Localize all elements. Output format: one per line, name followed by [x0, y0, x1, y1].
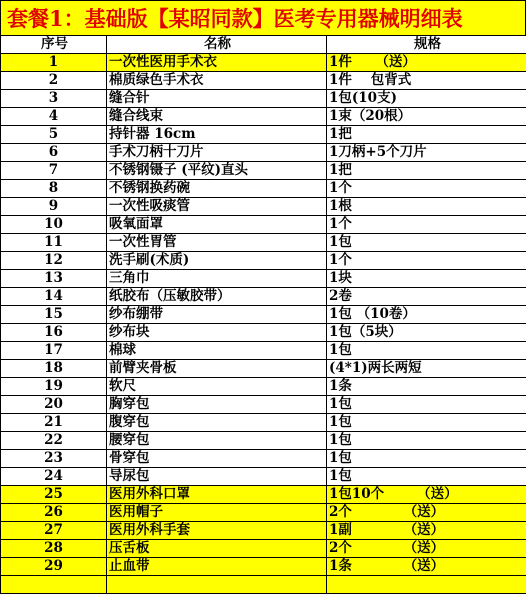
table-row: [1, 450, 526, 468]
row-number: 24: [1, 468, 107, 486]
item-name: 纱布绷带: [107, 306, 327, 324]
table-row: [1, 522, 526, 540]
item-name: 一次性医用手术衣: [107, 54, 327, 72]
row-number: 2: [1, 72, 107, 90]
item-spec: 1包（5块）: [327, 324, 526, 342]
item-name: 胸穿包: [107, 396, 327, 414]
item-spec: 1个: [327, 180, 526, 198]
table-row: [1, 504, 526, 522]
item-name: 软尺: [107, 378, 327, 396]
row-number: 5: [1, 126, 107, 144]
row-number: 8: [1, 180, 107, 198]
item-name: 压舌板: [107, 540, 327, 558]
row-number: 27: [1, 522, 107, 540]
item-name: 纱布块: [107, 324, 327, 342]
table-row: [1, 576, 526, 594]
item-spec: 1包: [327, 342, 526, 360]
table-row: [1, 252, 526, 270]
item-spec: 1副 （送）: [327, 522, 526, 540]
table-row: [1, 396, 526, 414]
table-row: [1, 108, 526, 126]
item-name: 缝合线束: [107, 108, 327, 126]
item-name: 腰穿包: [107, 432, 327, 450]
table-row: [1, 216, 526, 234]
item-spec: 1条: [327, 378, 526, 396]
row-number: 18: [1, 360, 107, 378]
row-number: 28: [1, 540, 107, 558]
table-row: [1, 324, 526, 342]
row-number: 10: [1, 216, 107, 234]
item-spec: 1包: [327, 234, 526, 252]
item-spec: [327, 576, 526, 594]
item-name: 不锈钢换药碗: [107, 180, 327, 198]
table-row: [1, 180, 526, 198]
detail-table: [0, 35, 526, 594]
table-row: [1, 414, 526, 432]
table-row: [1, 288, 526, 306]
row-number: 7: [1, 162, 107, 180]
item-spec: 1个: [327, 216, 526, 234]
header-spec: 规格: [327, 36, 526, 54]
item-name: 洗手刷(术质): [107, 252, 327, 270]
row-number: [1, 576, 107, 594]
table-row: [1, 144, 526, 162]
item-spec: (4*1)两长两短: [327, 360, 526, 378]
row-number: 21: [1, 414, 107, 432]
table-row: [1, 54, 526, 72]
item-spec: 1包(10支): [327, 90, 526, 108]
item-name: 纸胶布（压敏胶带）: [107, 288, 327, 306]
item-spec: 1包 （10卷）: [327, 306, 526, 324]
table-row: [1, 72, 526, 90]
item-name: 止血带: [107, 558, 327, 576]
row-number: 26: [1, 504, 107, 522]
header-row: [1, 36, 526, 54]
row-number: 9: [1, 198, 107, 216]
item-spec: 1条 （送）: [327, 558, 526, 576]
row-number: 3: [1, 90, 107, 108]
item-spec: 1束（20根）: [327, 108, 526, 126]
item-spec: 1根: [327, 198, 526, 216]
item-spec: 1包10个 （送）: [327, 486, 526, 504]
row-number: 14: [1, 288, 107, 306]
table-row: [1, 126, 526, 144]
row-number: 16: [1, 324, 107, 342]
row-number: 1: [1, 54, 107, 72]
item-spec: 1刀柄+5个刀片: [327, 144, 526, 162]
item-name: 一次性胃管: [107, 234, 327, 252]
row-number: 20: [1, 396, 107, 414]
row-number: 22: [1, 432, 107, 450]
table-body: [1, 54, 526, 594]
item-name: 医用外科口罩: [107, 486, 327, 504]
table-row: [1, 198, 526, 216]
table-row: [1, 234, 526, 252]
item-name: 腹穿包: [107, 414, 327, 432]
table-row: [1, 306, 526, 324]
item-spec: 2卷: [327, 288, 526, 306]
item-spec: 1件 （送）: [327, 54, 526, 72]
table-row: [1, 162, 526, 180]
item-spec: 2个 （送）: [327, 504, 526, 522]
row-number: 12: [1, 252, 107, 270]
item-spec: 1包: [327, 450, 526, 468]
item-name: 手术刀柄十刀片: [107, 144, 327, 162]
item-spec: 1包: [327, 432, 526, 450]
table-row: [1, 558, 526, 576]
row-number: 15: [1, 306, 107, 324]
item-spec: 2个 （送）: [327, 540, 526, 558]
item-spec: 1包: [327, 468, 526, 486]
row-number: 13: [1, 270, 107, 288]
item-name: 棉质绿色手术衣: [107, 72, 327, 90]
table-row: [1, 378, 526, 396]
item-spec: 1把: [327, 162, 526, 180]
item-name: 吸氧面罩: [107, 216, 327, 234]
item-spec: 1包: [327, 414, 526, 432]
table-row: [1, 540, 526, 558]
item-name: 一次性吸痰管: [107, 198, 327, 216]
row-number: 4: [1, 108, 107, 126]
table-row: [1, 90, 526, 108]
item-spec: 1块: [327, 270, 526, 288]
item-name: 骨穿包: [107, 450, 327, 468]
row-number: 19: [1, 378, 107, 396]
item-name: 持针器 16cm: [107, 126, 327, 144]
item-name: 三角巾: [107, 270, 327, 288]
header-no: 序号: [1, 36, 107, 54]
item-name: 缝合针: [107, 90, 327, 108]
item-name: 不锈钢镊子 (平纹)直头: [107, 162, 327, 180]
row-number: 17: [1, 342, 107, 360]
table-row: [1, 342, 526, 360]
item-spec: 1包: [327, 396, 526, 414]
row-number: 11: [1, 234, 107, 252]
row-number: 6: [1, 144, 107, 162]
table-row: [1, 432, 526, 450]
table-row: [1, 360, 526, 378]
header-name: 名称: [107, 36, 327, 54]
table-row: [1, 270, 526, 288]
row-number: 29: [1, 558, 107, 576]
item-spec: 1把: [327, 126, 526, 144]
item-spec: 1件 包背式: [327, 72, 526, 90]
row-number: 23: [1, 450, 107, 468]
item-name: 医用帽子: [107, 504, 327, 522]
table-row: [1, 468, 526, 486]
item-name: 导尿包: [107, 468, 327, 486]
item-name: 前臂夹骨板: [107, 360, 327, 378]
item-name: [107, 576, 327, 594]
item-name: 棉球: [107, 342, 327, 360]
row-number: 25: [1, 486, 107, 504]
item-spec: 1个: [327, 252, 526, 270]
sheet-title: 套餐1：基础版【某昭同款】医考专用器械明细表: [0, 0, 526, 35]
table-row: [1, 486, 526, 504]
item-name: 医用外科手套: [107, 522, 327, 540]
